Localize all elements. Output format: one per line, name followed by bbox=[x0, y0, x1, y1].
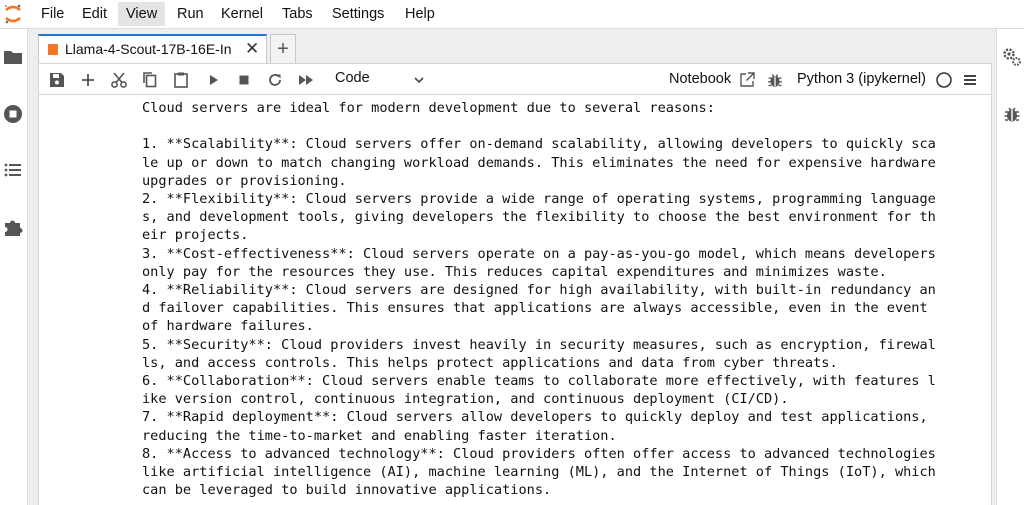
cut-scissors-icon[interactable] bbox=[109, 70, 129, 90]
interrupt-stop-icon[interactable] bbox=[234, 70, 254, 90]
output-line: can be leveraged to build innovative applications. bbox=[142, 482, 552, 499]
output-line: 8. **Access to advanced technology**: Cloud providers often offer access to advanced technologies bbox=[142, 445, 936, 462]
output-line: 7. **Rapid deployment**: Cloud servers allow developers to quickly deploy and test applications, bbox=[142, 409, 928, 426]
notebook-tab-label: Llama-4-Scout-17B-16E-In bbox=[65, 41, 232, 57]
output-line: 5. **Security**: Cloud providers invest heavily in security measures, such as encryption, firewal bbox=[142, 336, 936, 353]
menu-tabs[interactable]: Tabs bbox=[282, 6, 313, 22]
property-inspector-gears-icon[interactable] bbox=[1001, 46, 1023, 68]
chevron-down-icon[interactable] bbox=[412, 73, 426, 87]
output-line: only pay for the resources they use. This reduces capital expenditures and minimizes waste. bbox=[142, 263, 887, 280]
table-of-contents-icon[interactable] bbox=[2, 159, 24, 181]
output-line: s, and development tools, giving developers the flexibility to choose the best environment for th bbox=[142, 209, 936, 226]
open-in-notebook-link[interactable]: Notebook bbox=[669, 71, 732, 87]
output-line: ls, and access controls. This helps protect applications and data from cyber threats. bbox=[142, 354, 838, 371]
output-line: of hardware failures. bbox=[142, 318, 314, 335]
save-icon[interactable] bbox=[47, 70, 67, 90]
close-tab-icon[interactable]: ✕ bbox=[245, 39, 260, 58]
menu-run[interactable]: Run bbox=[177, 6, 204, 22]
paste-clipboard-icon[interactable] bbox=[171, 70, 191, 90]
debugger-toggle-bug-icon[interactable] bbox=[765, 70, 785, 90]
insert-cell-plus-icon[interactable] bbox=[78, 70, 98, 90]
output-line: d failover capabilities. This ensures that applications are always accessible, even in the event bbox=[142, 300, 928, 317]
menu-help[interactable]: Help bbox=[405, 6, 435, 22]
output-line: 1. **Scalability**: Cloud servers offer on-demand scalability, allowing developers to quickly sca bbox=[142, 136, 936, 153]
menu-view[interactable]: View bbox=[118, 2, 165, 26]
output-line: 6. **Collaboration**: Cloud servers enable teams to collaborate more effectively, with features l bbox=[142, 373, 936, 390]
output-line: eir projects. bbox=[142, 227, 249, 244]
output-line: 2. **Flexibility**: Cloud servers provide a wide range of operating systems, programming language bbox=[142, 191, 936, 208]
folder-icon[interactable] bbox=[2, 46, 24, 68]
notebook-file-icon bbox=[48, 44, 58, 55]
jupyter-logo-icon[interactable] bbox=[3, 3, 23, 25]
output-line: upgrades or provisioning. bbox=[142, 172, 347, 189]
menu-hamburger-icon[interactable] bbox=[960, 70, 980, 90]
copy-icon[interactable] bbox=[140, 70, 160, 90]
restart-run-all-fast-forward-icon[interactable] bbox=[296, 70, 316, 90]
menu-file[interactable]: File bbox=[41, 6, 65, 22]
running-sessions-icon[interactable] bbox=[2, 103, 24, 125]
new-tab-button[interactable]: + bbox=[270, 34, 296, 63]
output-line: like artificial intelligence (AI), machine learning (ML), and the Internet of Things (IoT), which bbox=[142, 464, 936, 481]
notebook-toolbar bbox=[38, 63, 992, 95]
menu-edit[interactable]: Edit bbox=[82, 6, 107, 22]
document-tab-bar bbox=[38, 34, 992, 63]
kernel-status-idle-circle-icon bbox=[934, 70, 954, 90]
debugger-bug-icon[interactable] bbox=[1001, 103, 1023, 125]
restart-kernel-icon[interactable] bbox=[265, 70, 285, 90]
left-sidebar bbox=[0, 29, 28, 505]
cell-type-dropdown[interactable]: Code bbox=[335, 70, 370, 86]
output-line: reducing the time-to-market and enabling faster iteration. bbox=[142, 427, 617, 444]
external-link-icon[interactable] bbox=[737, 70, 757, 90]
menu-bar bbox=[0, 0, 1024, 29]
output-line: ike version control, continuous integration, and continuous deployment (CI/CD). bbox=[142, 391, 789, 408]
menu-kernel[interactable]: Kernel bbox=[221, 6, 263, 22]
extensions-puzzle-icon[interactable] bbox=[2, 216, 24, 238]
output-line: 4. **Reliability**: Cloud servers are designed for high availability, with built-in redundancy an bbox=[142, 282, 936, 299]
notebook-content-area bbox=[38, 95, 992, 505]
cell-output-text bbox=[142, 99, 972, 499]
run-cell-play-icon[interactable] bbox=[203, 70, 223, 90]
output-line: 3. **Cost-effectiveness**: Cloud servers operate on a pay-as-you-go model, which means developers bbox=[142, 245, 936, 262]
output-line: Cloud servers are ideal for modern development due to several reasons: bbox=[142, 100, 715, 116]
notebook-tab[interactable] bbox=[38, 34, 267, 63]
output-line: le up or down to match changing workload demands. This eliminates the need for expensive hardware bbox=[142, 154, 936, 171]
menu-settings[interactable]: Settings bbox=[332, 6, 385, 22]
kernel-name-label[interactable]: Python 3 (ipykernel) bbox=[797, 71, 926, 87]
right-sidebar bbox=[996, 29, 1024, 505]
